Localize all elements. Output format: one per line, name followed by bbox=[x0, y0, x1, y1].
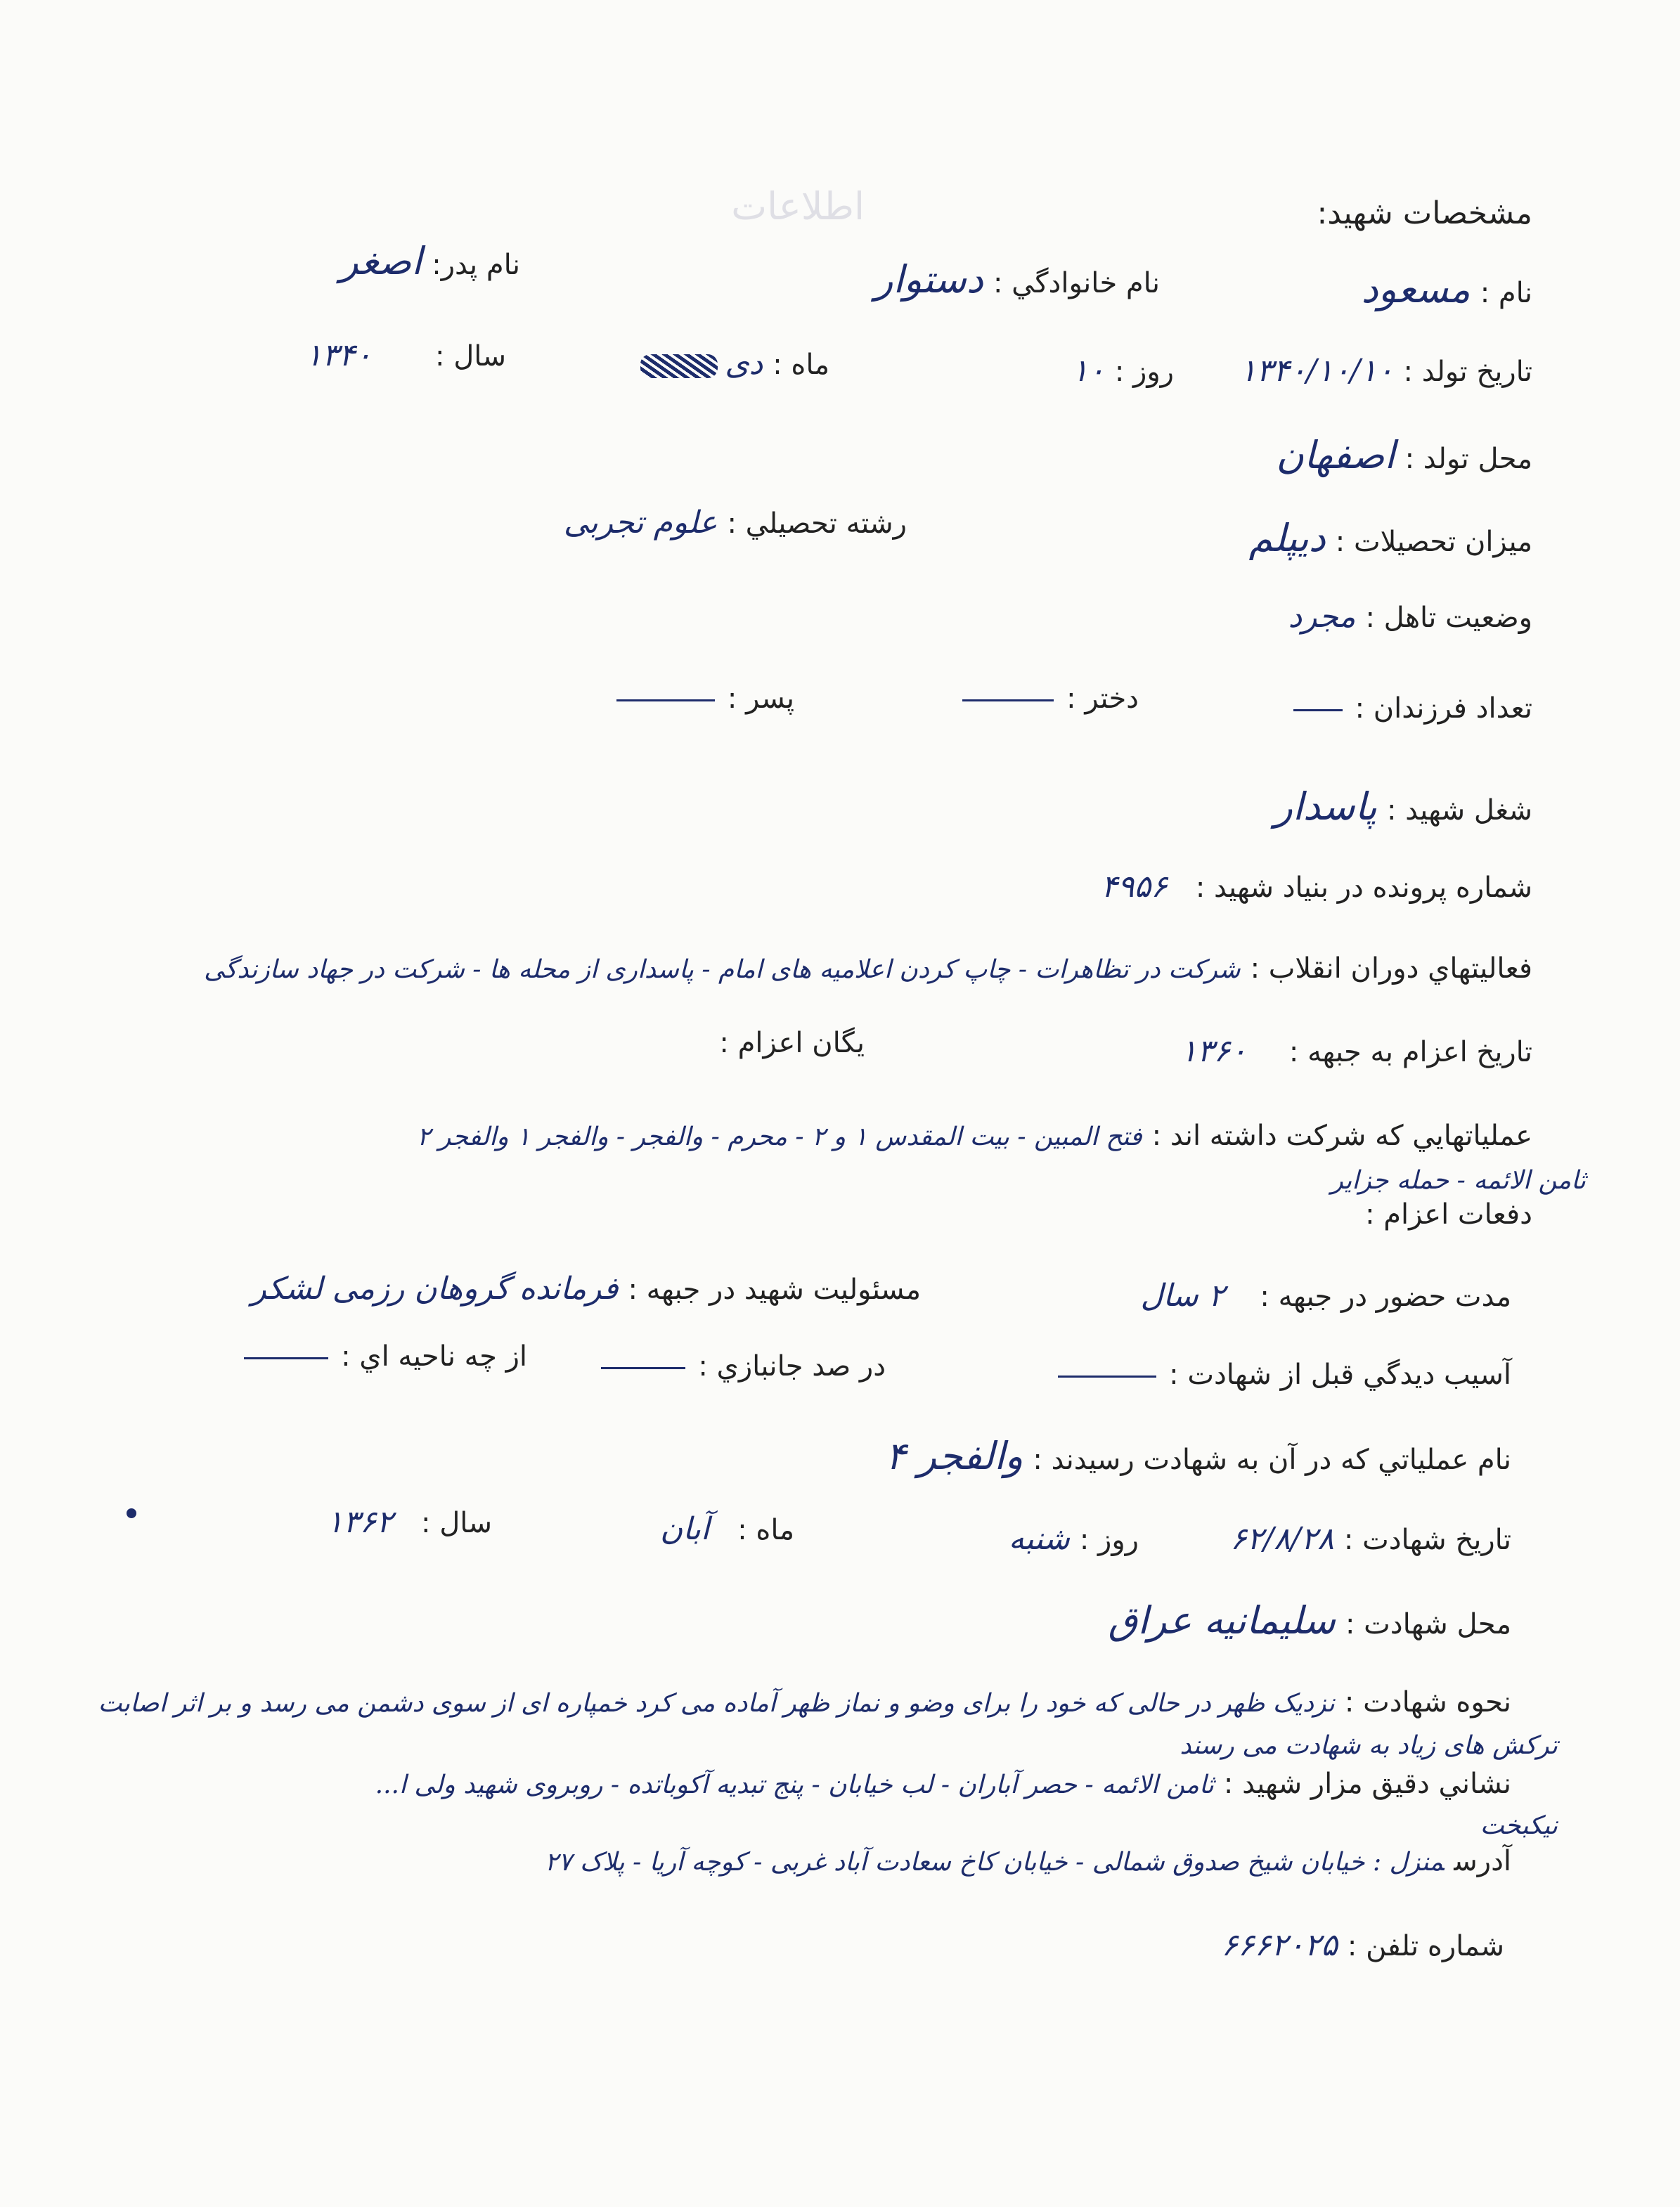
bleed-through-title: اطلاعات bbox=[731, 184, 865, 228]
martyr-manner-value: نزدیک ظهر در حالی که خود را برای وضو و نماز ظهر آماده می کرد خمپاره ای از سوی دشمن می رسد و بر اثر اصابت bbox=[98, 1689, 1335, 1718]
martyr-date-value: ۶۲/۸/۲۸ bbox=[1230, 1521, 1334, 1557]
activities-field: فعاليتهاي دوران انقلاب :شرکت در تظاهرات - چاپ کردن اعلامیه های امام - پاسداری از محله ها - شرکت در جهاد سازندگی bbox=[204, 952, 1532, 985]
phone-value: ۶۶۶۲۰۲۵ bbox=[1221, 1927, 1338, 1963]
ink-dot bbox=[127, 1508, 136, 1518]
birth-day-field: روز :۱۰ bbox=[1071, 353, 1174, 389]
grave-continuation-value: نیکبخت bbox=[1480, 1811, 1558, 1840]
education-value: دیپلم bbox=[1248, 516, 1326, 560]
grave-continuation bbox=[1480, 1805, 1568, 1846]
dispatch-unit-field: يگان اعزام : bbox=[719, 1027, 865, 1059]
martyr-place-field: محل شهادت :سلیمانیه عراق bbox=[1108, 1598, 1511, 1643]
martyr-place-value: سلیمانیه عراق bbox=[1108, 1598, 1336, 1643]
martyr-year-field: سال :۱۳۶۲ bbox=[326, 1504, 492, 1540]
children-dash bbox=[1293, 709, 1343, 711]
address-field: آدرسمنزل : خیابان شیخ صدوق شمالی - خیابان کاخ سعادت آباد غربی - کوچه آریا - پلاک ۲۷ bbox=[544, 1845, 1511, 1877]
form-title bbox=[1317, 194, 1532, 234]
marital-field: وضعيت تاهل :مجرد bbox=[1288, 599, 1532, 635]
responsibility-value: فرمانده گروهان رزمی لشکر bbox=[251, 1271, 619, 1307]
major-field: رشته تحصيلي :علوم تجربی bbox=[563, 505, 907, 541]
operations-continuation-value: ثامن الائمه - حمله جزایر bbox=[1331, 1166, 1586, 1195]
martyr-operation-field: نام عملياتي كه در آن به شهادت رسيدند :والفجر ۴ bbox=[885, 1434, 1511, 1478]
birth-day-value: ۱۰ bbox=[1071, 353, 1105, 389]
martyr-month-field: ماه :آبان bbox=[660, 1511, 794, 1547]
percent-dash bbox=[601, 1367, 685, 1369]
crossed-out-scribble bbox=[640, 354, 718, 378]
birthplace-value: اصفهان bbox=[1276, 433, 1395, 477]
job-field: شغل شهيد :پاسدار bbox=[1274, 784, 1532, 829]
children-field: تعداد فرزندان : bbox=[1293, 689, 1532, 728]
martyr-date-field: تاريخ شهادت :۶۲/۸/۲۸ bbox=[1230, 1521, 1511, 1557]
family-field: نام خانوادگي :دستوار bbox=[874, 257, 1160, 302]
daughter-field: دختر : bbox=[962, 679, 1139, 718]
martyr-operation-value: والفجر ۴ bbox=[885, 1434, 1023, 1478]
name-field: نام :مسعود bbox=[1361, 267, 1532, 311]
martyr-day-value: شنبه bbox=[1008, 1521, 1070, 1557]
form-title-text: مشخصات شهید: bbox=[1317, 195, 1532, 231]
family-value: دستوار bbox=[874, 257, 983, 302]
birth-year-field: سال :۱۳۴۰ bbox=[305, 337, 506, 373]
marital-value: مجرد bbox=[1288, 599, 1356, 635]
job-value: پاسدار bbox=[1274, 784, 1377, 829]
birth-month-value: دی bbox=[725, 346, 763, 382]
birthplace-field: محل تولد :اصفهان bbox=[1276, 433, 1532, 477]
name-value: مسعود bbox=[1361, 267, 1471, 311]
area-dash bbox=[244, 1357, 328, 1359]
grave-field: نشاني دقيق مزار شهيد :ثامن الائمه - حصر آباران - لب خیابان - پنج تبدیه آکوباتده - روبروی شهید ولی ا... bbox=[375, 1768, 1511, 1800]
address-value: منزل : خیابان شیخ صدوق شمالی - خیابان کاخ سعادت آباد غربی - کوچه آریا - پلاک ۲۷ bbox=[544, 1848, 1445, 1877]
injury-field: آسيب ديدگي قبل از شهادت : bbox=[1058, 1355, 1511, 1394]
dispatch-date-field: تاريخ اعزام به جبهه :۱۳۶۰ bbox=[1180, 1033, 1532, 1069]
birth-year-value: ۱۳۴۰ bbox=[305, 337, 373, 373]
injury-area-field: از چه ناحيه اي : bbox=[244, 1337, 527, 1376]
file-number-field: شماره پرونده در بنياد شهيد :۴۹۵۶ bbox=[1101, 869, 1532, 905]
martyr-manner-continuation-value: ترکش های زیاد به شهادت می رسند bbox=[1180, 1731, 1558, 1760]
martyr-year-value: ۱۳۶۲ bbox=[326, 1504, 394, 1540]
operations-field: عملياتهايي كه شركت داشته اند :فتح المبین - بیت المقدس ۱ و ۲ - محرم - والفجر - والفجر ۱ والفجر ۲ bbox=[417, 1120, 1532, 1152]
education-field: ميزان تحصيلات :دیپلم bbox=[1248, 516, 1532, 560]
disability-percent-field: در صد جانبازي : bbox=[601, 1347, 886, 1386]
martyr-manner-continuation bbox=[1180, 1725, 1568, 1766]
birth-date-field: تاريخ تولد :۱۳۴۰/۱۰/۱۰ bbox=[1239, 353, 1532, 389]
grave-value: ثامن الائمه - حصر آباران - لب خیابان - پنج تبدیه آکوباتده - روبروی شهید ولی ا... bbox=[375, 1771, 1214, 1799]
birth-month-field: ماه :دی bbox=[640, 344, 829, 384]
daughter-dash bbox=[962, 699, 1054, 701]
son-field: پسر : bbox=[616, 679, 794, 718]
martyr-month-value: آبان bbox=[660, 1511, 710, 1547]
dispatch-count-field: دفعات اعزام : bbox=[1365, 1198, 1532, 1231]
duration-value: ۲ سال bbox=[1140, 1278, 1225, 1314]
phone-field: شماره تلفن :۶۶۶۲۰۲۵ bbox=[1221, 1927, 1504, 1963]
operations-value: فتح المبین - بیت المقدس ۱ و ۲ - محرم - والفجر - والفجر ۱ والفجر ۲ bbox=[417, 1122, 1142, 1151]
activities-value: شرکت در تظاهرات - چاپ کردن اعلامیه های امام - پاسداری از محله ها - شرکت در جهاد سازندگی bbox=[204, 955, 1241, 984]
file-number-value: ۴۹۵۶ bbox=[1101, 869, 1168, 905]
father-value: اصغر bbox=[340, 239, 422, 283]
responsibility-field: مسئوليت شهيد در جبهه :فرمانده گروهان رزمی لشکر bbox=[251, 1271, 921, 1307]
injury-dash bbox=[1058, 1376, 1156, 1378]
son-dash bbox=[616, 699, 715, 701]
father-field: نام پدر:اصغر bbox=[340, 239, 520, 283]
duration-field: مدت حضور در جبهه :۲ سال bbox=[1140, 1278, 1511, 1314]
major-value: علوم تجربی bbox=[563, 505, 718, 541]
martyr-day-field: روز :شنبه bbox=[1008, 1521, 1139, 1557]
martyr-manner-field: نحوه شهادت :نزدیک ظهر در حالی که خود را برای وضو و نماز ظهر آماده می کرد خمپاره ای از سوی دشمن می رسد و بر اثر اصابت bbox=[98, 1686, 1511, 1719]
dispatch-date-value: ۱۳۶۰ bbox=[1180, 1033, 1247, 1069]
birth-date-value: ۱۳۴۰/۱۰/۱۰ bbox=[1239, 353, 1394, 389]
